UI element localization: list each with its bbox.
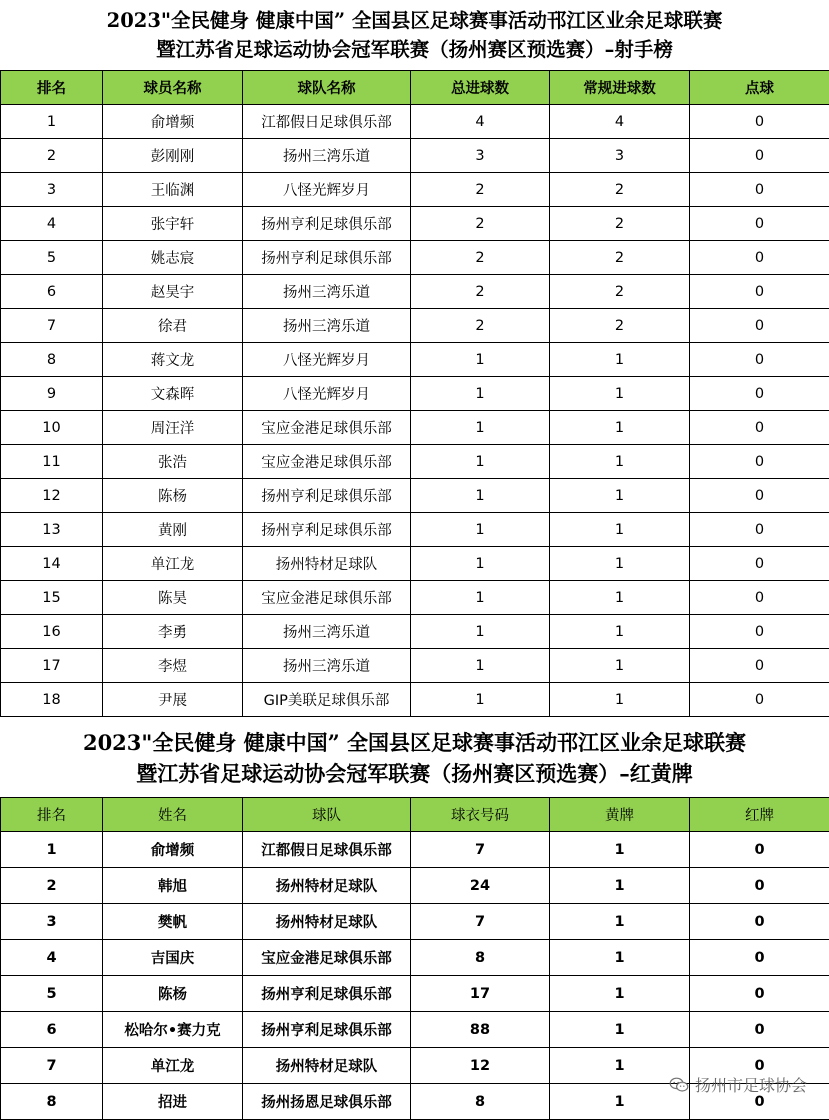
table-cell: 8 [411,940,550,976]
table-cell: 10 [1,411,103,445]
table-cell: 1 [550,343,690,377]
column-header: 点球 [690,71,829,105]
table-cell: 文森晖 [103,377,243,411]
table-row [1,581,829,615]
table-cell: 扬州三湾乐道 [243,615,411,649]
table-row [1,683,829,717]
table-cell: 宝应金港足球俱乐部 [243,581,411,615]
table-cell: 0 [690,581,829,615]
table-cell: 2 [411,207,550,241]
table-cell: 8 [1,343,103,377]
table-cell: 松哈尔•赛力克 [103,1012,243,1048]
table-cell: 2 [411,173,550,207]
table-cell: 16 [1,615,103,649]
table-row [1,445,829,479]
table-cell: 扬州特材足球队 [243,1048,411,1084]
table-row [1,832,829,868]
table-cell: 0 [690,241,829,275]
table-row [1,904,829,940]
table-cell: 0 [690,445,829,479]
table-cell: 2 [1,868,103,904]
table-cell: 1 [411,377,550,411]
table-cell: 13 [1,513,103,547]
table-cell: 9 [1,377,103,411]
wechat-icon [669,1077,689,1093]
table-cell: 3 [411,139,550,173]
table-cell: 4 [411,105,550,139]
table-cell: 陈昊 [103,581,243,615]
table-cell: 1 [550,479,690,513]
table-cell: 7 [411,832,550,868]
table-cell: 11 [1,445,103,479]
column-header: 姓名 [103,798,243,832]
table-cell: 韩旭 [103,868,243,904]
watermark-text: 扬州市足球协会 [694,1076,807,1095]
table-cell: 扬州亨利足球俱乐部 [243,241,411,275]
table-cell: 0 [690,832,829,868]
table-cell: 1 [411,649,550,683]
table-cell: 0 [690,1012,829,1048]
table-cell: 88 [411,1012,550,1048]
table-row [1,868,829,904]
table-cell: 2 [550,173,690,207]
table-cell: 1 [550,832,690,868]
table-cell: 八怪光辉岁月 [243,377,411,411]
column-header: 球队名称 [243,71,411,105]
table-cell: 2 [411,241,550,275]
table-cell: 1 [550,683,690,717]
table-cell: 俞增频 [103,105,243,139]
table-cell: 扬州三湾乐道 [243,309,411,343]
table-cell: 0 [690,513,829,547]
table-cell: 1 [411,615,550,649]
table-cell: 7 [1,1048,103,1084]
table-row [1,615,829,649]
table-cell: 0 [690,377,829,411]
table-cell: 俞增频 [103,832,243,868]
table-cell: 张宇轩 [103,207,243,241]
table-cell: 1 [550,615,690,649]
table-cell: 1 [550,1084,690,1120]
scorers-table [0,70,829,717]
table-cell: 樊帆 [103,904,243,940]
table-cell: 姚志宸 [103,241,243,275]
table-cell: 宝应金港足球俱乐部 [243,411,411,445]
table-cell: 陈杨 [103,479,243,513]
table-cell: 3 [1,904,103,940]
table-cell: 扬州三湾乐道 [243,139,411,173]
scorers-title-line2: 暨江苏省足球运动协会冠军联赛（扬州赛区预选赛）–射手榜 [156,38,673,61]
table-cell: 0 [690,139,829,173]
table-row [1,479,829,513]
table-cell: 江都假日足球俱乐部 [243,105,411,139]
table-cell: 0 [690,615,829,649]
table-cell: 李勇 [103,615,243,649]
table-cell: GIP美联足球俱乐部 [243,683,411,717]
table-cell: 6 [1,1012,103,1048]
table-cell: 招进 [103,1084,243,1120]
table-cell: 0 [690,411,829,445]
table-cell: 1 [411,547,550,581]
table-cell: 扬州特材足球队 [243,868,411,904]
table-cell: 扬州亨利足球俱乐部 [243,479,411,513]
cards-table [0,797,829,1120]
table-cell: 1 [411,343,550,377]
table-cell: 扬州亨利足球俱乐部 [243,1012,411,1048]
table-cell: 4 [550,105,690,139]
scorers-title-line1: 2023"全民健身 健康中国” 全国县区足球赛事活动邗江区业余足球联赛 [106,9,723,32]
table-cell: 八怪光辉岁月 [243,173,411,207]
table-cell: 8 [411,1084,550,1120]
table-cell: 彭刚刚 [103,139,243,173]
table-cell: 1 [411,411,550,445]
column-header: 常规进球数 [550,71,690,105]
table-cell: 2 [550,275,690,309]
table-cell: 1 [411,513,550,547]
table-cell: 江都假日足球俱乐部 [243,832,411,868]
table-cell: 八怪光辉岁月 [243,343,411,377]
table-row [1,105,829,139]
table-cell: 0 [690,547,829,581]
table-row [1,275,829,309]
table-row [1,241,829,275]
table-cell: 单江龙 [103,547,243,581]
table-row [1,139,829,173]
table-cell: 2 [411,275,550,309]
table-cell: 0 [690,868,829,904]
table-cell: 0 [690,683,829,717]
table-cell: 6 [1,275,103,309]
column-header: 球员名称 [103,71,243,105]
table-cell: 1 [550,904,690,940]
table-row [1,1012,829,1048]
column-header: 总进球数 [411,71,550,105]
table-cell: 0 [690,173,829,207]
table-cell: 1 [411,445,550,479]
table-cell: 3 [550,139,690,173]
table-cell: 0 [690,479,829,513]
table-cell: 1 [550,976,690,1012]
table-cell: 1 [550,940,690,976]
table-cell: 8 [1,1084,103,1120]
table-cell: 0 [690,275,829,309]
table-cell: 赵昊宇 [103,275,243,309]
table-row [1,976,829,1012]
table-cell: 张浩 [103,445,243,479]
table-cell: 7 [1,309,103,343]
table-cell: 单江龙 [103,1048,243,1084]
table-row [1,513,829,547]
table-cell: 1 [550,513,690,547]
table-cell: 0 [690,649,829,683]
table-cell: 1 [550,377,690,411]
table-cell: 2 [550,309,690,343]
column-header: 红牌 [690,798,829,832]
table-cell: 0 [690,976,829,1012]
table-cell: 5 [1,976,103,1012]
column-header: 球队 [243,798,411,832]
table-cell: 1 [411,683,550,717]
table-cell: 4 [1,940,103,976]
sc-header-row [1,71,829,105]
table-cell: 17 [1,649,103,683]
table-cell: 0 [690,1084,829,1120]
table-cell: 0 [690,343,829,377]
table-cell: 陈杨 [103,976,243,1012]
table-cell: 扬州亨利足球俱乐部 [243,513,411,547]
table-cell: 1 [411,581,550,615]
table-cell: 5 [1,241,103,275]
table-cell: 王临渊 [103,173,243,207]
table-cell: 0 [690,1048,829,1084]
table-cell: 0 [690,309,829,343]
table-cell: 扬州三湾乐道 [243,649,411,683]
table-cell: 0 [690,105,829,139]
table-cell: 14 [1,547,103,581]
table-cell: 0 [690,940,829,976]
table-cell: 0 [690,207,829,241]
table-cell: 蒋文龙 [103,343,243,377]
table-row [1,649,829,683]
table-cell: 黄刚 [103,513,243,547]
table-cell: 徐君 [103,309,243,343]
column-header: 黄牌 [550,798,690,832]
table-cell: 扬州亨利足球俱乐部 [243,207,411,241]
table-cell: 扬州扬恩足球俱乐部 [243,1084,411,1120]
cards-title [0,717,829,797]
table-cell: 15 [1,581,103,615]
table-cell: 扬州三湾乐道 [243,275,411,309]
table-cell: 1 [550,868,690,904]
cards-title-line1: 2023"全民健身 健康中国” 全国县区足球赛事活动邗江区业余足球联赛 [82,730,747,755]
table-cell: 1 [1,105,103,139]
column-header: 排名 [1,71,103,105]
table-cell: 24 [411,868,550,904]
table-cell: 1 [550,411,690,445]
table-cell: 12 [411,1048,550,1084]
table-cell: 吉国庆 [103,940,243,976]
table-cell: 扬州特材足球队 [243,547,411,581]
table-cell: 4 [1,207,103,241]
table-row [1,377,829,411]
table-row [1,343,829,377]
table-cell: 周汪洋 [103,411,243,445]
table-cell: 1 [411,479,550,513]
table-cell: 1 [550,1012,690,1048]
table-row [1,547,829,581]
cards-title-line2: 暨江苏省足球运动协会冠军联赛（扬州赛区预选赛）–红黄牌 [136,761,693,786]
table-row [1,207,829,241]
table-cell: 宝应金港足球俱乐部 [243,940,411,976]
watermark [669,1073,807,1096]
table-cell: 1 [550,547,690,581]
table-cell: 12 [1,479,103,513]
table-row [1,411,829,445]
table-cell: 扬州亨利足球俱乐部 [243,976,411,1012]
cd-header-row [1,798,829,832]
scorers-title [0,0,829,70]
table-cell: 18 [1,683,103,717]
table-cell: 1 [550,649,690,683]
table-cell: 扬州特材足球队 [243,904,411,940]
table-cell: 2 [550,207,690,241]
table-cell: 尹展 [103,683,243,717]
table-cell: 1 [550,581,690,615]
table-cell: 0 [690,904,829,940]
table-cell: 1 [550,1048,690,1084]
table-cell: 2 [550,241,690,275]
table-cell: 7 [411,904,550,940]
table-cell: 1 [550,445,690,479]
column-header: 排名 [1,798,103,832]
table-row [1,173,829,207]
table-cell: 3 [1,173,103,207]
table-row [1,940,829,976]
column-header: 球衣号码 [411,798,550,832]
table-cell: 2 [1,139,103,173]
table-cell: 2 [411,309,550,343]
table-cell: 17 [411,976,550,1012]
table-cell: 李煜 [103,649,243,683]
table-cell: 1 [1,832,103,868]
table-row [1,309,829,343]
table-cell: 宝应金港足球俱乐部 [243,445,411,479]
